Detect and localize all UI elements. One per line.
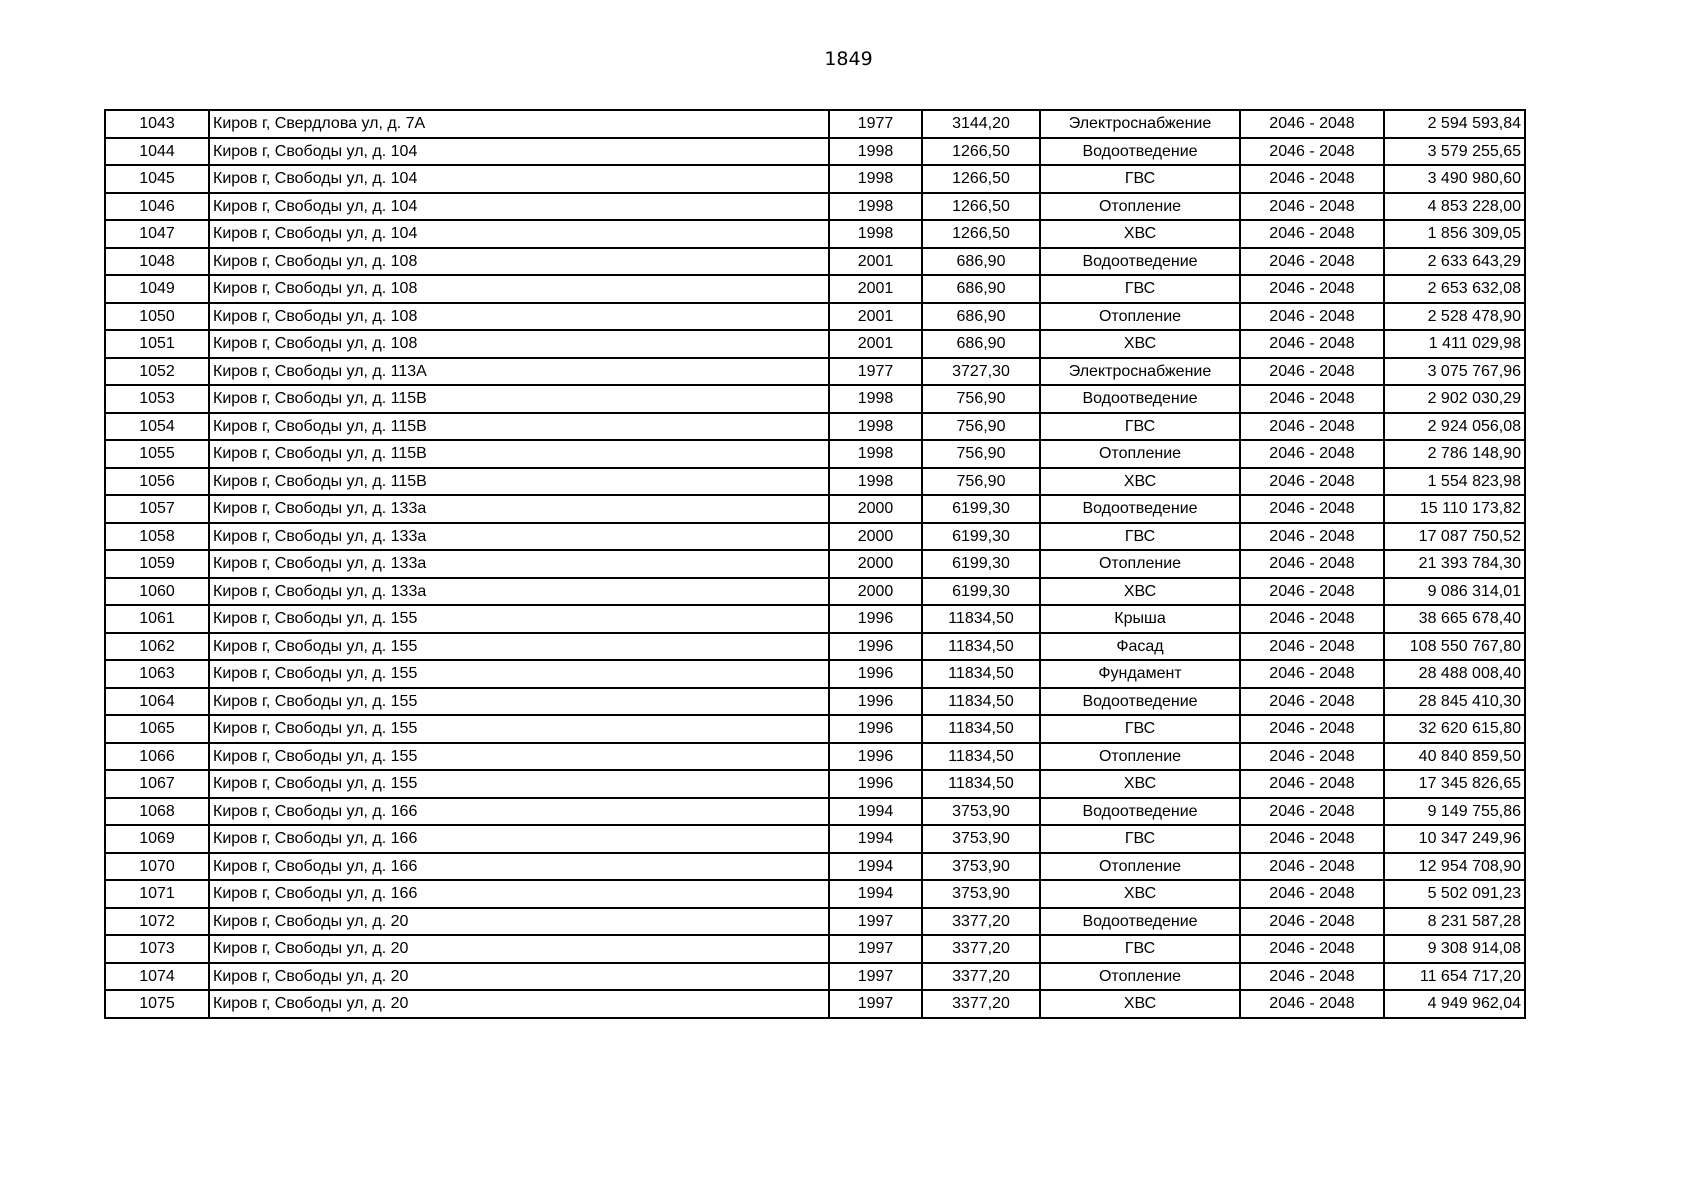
table-row <box>105 523 1525 551</box>
year-cell: 1997 <box>829 908 922 936</box>
work-type-cell: ХВС <box>1040 468 1240 496</box>
year-cell: 1998 <box>829 413 922 441</box>
row-number: 1071 <box>105 880 209 908</box>
address-cell: Киров г, Свободы ул, д. 115В <box>209 413 829 441</box>
address-cell: Киров г, Свободы ул, д. 115В <box>209 440 829 468</box>
table-row <box>105 138 1525 166</box>
table-row <box>105 110 1525 138</box>
table-row <box>105 770 1525 798</box>
area-cell: 11834,50 <box>922 770 1040 798</box>
address-cell: Киров г, Свободы ул, д. 108 <box>209 275 829 303</box>
work-type-cell: ХВС <box>1040 578 1240 606</box>
cost-cell: 10 347 249,96 <box>1384 825 1525 853</box>
cost-cell: 38 665 678,40 <box>1384 605 1525 633</box>
period-cell: 2046 - 2048 <box>1240 605 1384 633</box>
table-row <box>105 633 1525 661</box>
work-type-cell: Отопление <box>1040 550 1240 578</box>
row-number: 1055 <box>105 440 209 468</box>
year-cell: 1996 <box>829 660 922 688</box>
period-cell: 2046 - 2048 <box>1240 330 1384 358</box>
period-cell: 2046 - 2048 <box>1240 770 1384 798</box>
year-cell: 1994 <box>829 798 922 826</box>
table-row <box>105 880 1525 908</box>
address-cell: Киров г, Свободы ул, д. 108 <box>209 330 829 358</box>
area-cell: 11834,50 <box>922 688 1040 716</box>
area-cell: 756,90 <box>922 413 1040 441</box>
year-cell: 2001 <box>829 275 922 303</box>
address-cell: Киров г, Свободы ул, д. 155 <box>209 743 829 771</box>
row-number: 1058 <box>105 523 209 551</box>
area-cell: 686,90 <box>922 303 1040 331</box>
work-type-cell: Отопление <box>1040 440 1240 468</box>
year-cell: 1994 <box>829 853 922 881</box>
year-cell: 1977 <box>829 110 922 138</box>
address-cell: Киров г, Свободы ул, д. 155 <box>209 715 829 743</box>
area-cell: 3144,20 <box>922 110 1040 138</box>
table-row <box>105 578 1525 606</box>
year-cell: 2000 <box>829 495 922 523</box>
address-cell: Киров г, Свободы ул, д. 155 <box>209 660 829 688</box>
address-cell: Киров г, Свободы ул, д. 133а <box>209 523 829 551</box>
table-row <box>105 165 1525 193</box>
row-number: 1066 <box>105 743 209 771</box>
table-row <box>105 715 1525 743</box>
area-cell: 3377,20 <box>922 990 1040 1018</box>
row-number: 1054 <box>105 413 209 441</box>
row-number: 1049 <box>105 275 209 303</box>
period-cell: 2046 - 2048 <box>1240 963 1384 991</box>
table-row <box>105 248 1525 276</box>
row-number: 1043 <box>105 110 209 138</box>
work-type-cell: Отопление <box>1040 853 1240 881</box>
row-number: 1068 <box>105 798 209 826</box>
period-cell: 2046 - 2048 <box>1240 248 1384 276</box>
cost-cell: 1 411 029,98 <box>1384 330 1525 358</box>
address-cell: Киров г, Свободы ул, д. 166 <box>209 880 829 908</box>
row-number: 1069 <box>105 825 209 853</box>
year-cell: 1996 <box>829 715 922 743</box>
address-cell: Киров г, Свободы ул, д. 104 <box>209 165 829 193</box>
registry-table <box>104 109 1526 1019</box>
period-cell: 2046 - 2048 <box>1240 413 1384 441</box>
area-cell: 11834,50 <box>922 660 1040 688</box>
year-cell: 1997 <box>829 963 922 991</box>
address-cell: Киров г, Свободы ул, д. 104 <box>209 193 829 221</box>
cost-cell: 28 488 008,40 <box>1384 660 1525 688</box>
area-cell: 3753,90 <box>922 853 1040 881</box>
row-number: 1072 <box>105 908 209 936</box>
work-type-cell: ГВС <box>1040 413 1240 441</box>
table-row <box>105 275 1525 303</box>
area-cell: 756,90 <box>922 440 1040 468</box>
year-cell: 1996 <box>829 770 922 798</box>
period-cell: 2046 - 2048 <box>1240 798 1384 826</box>
work-type-cell: Фундамент <box>1040 660 1240 688</box>
work-type-cell: Отопление <box>1040 193 1240 221</box>
address-cell: Киров г, Свободы ул, д. 133а <box>209 578 829 606</box>
work-type-cell: ХВС <box>1040 220 1240 248</box>
work-type-cell: Фасад <box>1040 633 1240 661</box>
address-cell: Киров г, Свободы ул, д. 155 <box>209 605 829 633</box>
cost-cell: 2 594 593,84 <box>1384 110 1525 138</box>
row-number: 1052 <box>105 358 209 386</box>
area-cell: 6199,30 <box>922 578 1040 606</box>
work-type-cell: Водоотведение <box>1040 688 1240 716</box>
cost-cell: 8 231 587,28 <box>1384 908 1525 936</box>
cost-cell: 9 086 314,01 <box>1384 578 1525 606</box>
period-cell: 2046 - 2048 <box>1240 138 1384 166</box>
work-type-cell: ГВС <box>1040 523 1240 551</box>
year-cell: 2000 <box>829 578 922 606</box>
work-type-cell: ХВС <box>1040 880 1240 908</box>
period-cell: 2046 - 2048 <box>1240 495 1384 523</box>
cost-cell: 4 853 228,00 <box>1384 193 1525 221</box>
cost-cell: 15 110 173,82 <box>1384 495 1525 523</box>
row-number: 1061 <box>105 605 209 633</box>
work-type-cell: Электроснабжение <box>1040 110 1240 138</box>
work-type-cell: Водоотведение <box>1040 385 1240 413</box>
row-number: 1047 <box>105 220 209 248</box>
table-row <box>105 825 1525 853</box>
table-row <box>105 413 1525 441</box>
row-number: 1075 <box>105 990 209 1018</box>
area-cell: 6199,30 <box>922 550 1040 578</box>
cost-cell: 21 393 784,30 <box>1384 550 1525 578</box>
work-type-cell: ГВС <box>1040 825 1240 853</box>
table-row <box>105 743 1525 771</box>
period-cell: 2046 - 2048 <box>1240 853 1384 881</box>
cost-cell: 3 490 980,60 <box>1384 165 1525 193</box>
cost-cell: 5 502 091,23 <box>1384 880 1525 908</box>
work-type-cell: Водоотведение <box>1040 495 1240 523</box>
row-number: 1070 <box>105 853 209 881</box>
address-cell: Киров г, Свободы ул, д. 133а <box>209 550 829 578</box>
address-cell: Киров г, Свободы ул, д. 133а <box>209 495 829 523</box>
year-cell: 1997 <box>829 935 922 963</box>
year-cell: 1996 <box>829 743 922 771</box>
year-cell: 1996 <box>829 605 922 633</box>
table-row <box>105 935 1525 963</box>
cost-cell: 28 845 410,30 <box>1384 688 1525 716</box>
period-cell: 2046 - 2048 <box>1240 990 1384 1018</box>
year-cell: 2000 <box>829 523 922 551</box>
address-cell: Киров г, Свободы ул, д. 104 <box>209 220 829 248</box>
table-row <box>105 853 1525 881</box>
table-row <box>105 220 1525 248</box>
year-cell: 1996 <box>829 688 922 716</box>
work-type-cell: Отопление <box>1040 963 1240 991</box>
address-cell: Киров г, Свободы ул, д. 155 <box>209 688 829 716</box>
row-number: 1057 <box>105 495 209 523</box>
table-row <box>105 908 1525 936</box>
area-cell: 3377,20 <box>922 935 1040 963</box>
row-number: 1053 <box>105 385 209 413</box>
address-cell: Киров г, Свободы ул, д. 155 <box>209 770 829 798</box>
cost-cell: 2 902 030,29 <box>1384 385 1525 413</box>
work-type-cell: Водоотведение <box>1040 248 1240 276</box>
year-cell: 1998 <box>829 385 922 413</box>
cost-cell: 17 087 750,52 <box>1384 523 1525 551</box>
address-cell: Киров г, Свободы ул, д. 108 <box>209 303 829 331</box>
table-row <box>105 495 1525 523</box>
address-cell: Киров г, Свободы ул, д. 20 <box>209 963 829 991</box>
row-number: 1067 <box>105 770 209 798</box>
table-row <box>105 440 1525 468</box>
cost-cell: 12 954 708,90 <box>1384 853 1525 881</box>
cost-cell: 17 345 826,65 <box>1384 770 1525 798</box>
cost-cell: 40 840 859,50 <box>1384 743 1525 771</box>
row-number: 1062 <box>105 633 209 661</box>
row-number: 1045 <box>105 165 209 193</box>
area-cell: 11834,50 <box>922 743 1040 771</box>
period-cell: 2046 - 2048 <box>1240 220 1384 248</box>
year-cell: 1977 <box>829 358 922 386</box>
registry-body <box>105 110 1525 1018</box>
year-cell: 1994 <box>829 880 922 908</box>
year-cell: 1998 <box>829 440 922 468</box>
table-row <box>105 605 1525 633</box>
row-number: 1048 <box>105 248 209 276</box>
year-cell: 1998 <box>829 138 922 166</box>
area-cell: 756,90 <box>922 385 1040 413</box>
year-cell: 1998 <box>829 220 922 248</box>
address-cell: Киров г, Свободы ул, д. 108 <box>209 248 829 276</box>
address-cell: Киров г, Свободы ул, д. 20 <box>209 935 829 963</box>
table-row <box>105 330 1525 358</box>
period-cell: 2046 - 2048 <box>1240 633 1384 661</box>
row-number: 1044 <box>105 138 209 166</box>
work-type-cell: Отопление <box>1040 303 1240 331</box>
cost-cell: 11 654 717,20 <box>1384 963 1525 991</box>
row-number: 1046 <box>105 193 209 221</box>
period-cell: 2046 - 2048 <box>1240 578 1384 606</box>
address-cell: Киров г, Свободы ул, д. 166 <box>209 853 829 881</box>
period-cell: 2046 - 2048 <box>1240 880 1384 908</box>
cost-cell: 4 949 962,04 <box>1384 990 1525 1018</box>
table-row <box>105 798 1525 826</box>
cost-cell: 2 653 632,08 <box>1384 275 1525 303</box>
row-number: 1060 <box>105 578 209 606</box>
cost-cell: 9 149 755,86 <box>1384 798 1525 826</box>
area-cell: 1266,50 <box>922 138 1040 166</box>
row-number: 1064 <box>105 688 209 716</box>
row-number: 1074 <box>105 963 209 991</box>
work-type-cell: ХВС <box>1040 770 1240 798</box>
period-cell: 2046 - 2048 <box>1240 385 1384 413</box>
address-cell: Киров г, Свердлова ул, д. 7А <box>209 110 829 138</box>
area-cell: 3377,20 <box>922 963 1040 991</box>
area-cell: 1266,50 <box>922 220 1040 248</box>
year-cell: 1996 <box>829 633 922 661</box>
year-cell: 1998 <box>829 165 922 193</box>
year-cell: 2000 <box>829 550 922 578</box>
work-type-cell: Отопление <box>1040 743 1240 771</box>
year-cell: 2001 <box>829 303 922 331</box>
table-row <box>105 550 1525 578</box>
period-cell: 2046 - 2048 <box>1240 440 1384 468</box>
address-cell: Киров г, Свободы ул, д. 104 <box>209 138 829 166</box>
row-number: 1056 <box>105 468 209 496</box>
table-row <box>105 688 1525 716</box>
work-type-cell: Водоотведение <box>1040 798 1240 826</box>
year-cell: 2001 <box>829 248 922 276</box>
period-cell: 2046 - 2048 <box>1240 303 1384 331</box>
address-cell: Киров г, Свободы ул, д. 115В <box>209 468 829 496</box>
period-cell: 2046 - 2048 <box>1240 110 1384 138</box>
period-cell: 2046 - 2048 <box>1240 523 1384 551</box>
period-cell: 2046 - 2048 <box>1240 275 1384 303</box>
area-cell: 11834,50 <box>922 715 1040 743</box>
cost-cell: 2 786 148,90 <box>1384 440 1525 468</box>
period-cell: 2046 - 2048 <box>1240 688 1384 716</box>
area-cell: 6199,30 <box>922 523 1040 551</box>
year-cell: 2001 <box>829 330 922 358</box>
work-type-cell: ГВС <box>1040 715 1240 743</box>
cost-cell: 2 633 643,29 <box>1384 248 1525 276</box>
table-row <box>105 468 1525 496</box>
cost-cell: 32 620 615,80 <box>1384 715 1525 743</box>
table-row <box>105 303 1525 331</box>
period-cell: 2046 - 2048 <box>1240 935 1384 963</box>
period-cell: 2046 - 2048 <box>1240 358 1384 386</box>
area-cell: 1266,50 <box>922 165 1040 193</box>
period-cell: 2046 - 2048 <box>1240 550 1384 578</box>
work-type-cell: ХВС <box>1040 330 1240 358</box>
year-cell: 1998 <box>829 193 922 221</box>
cost-cell: 1 856 309,05 <box>1384 220 1525 248</box>
period-cell: 2046 - 2048 <box>1240 825 1384 853</box>
cost-cell: 2 528 478,90 <box>1384 303 1525 331</box>
work-type-cell: Водоотведение <box>1040 908 1240 936</box>
row-number: 1050 <box>105 303 209 331</box>
row-number: 1065 <box>105 715 209 743</box>
cost-cell: 108 550 767,80 <box>1384 633 1525 661</box>
work-type-cell: ГВС <box>1040 935 1240 963</box>
address-cell: Киров г, Свободы ул, д. 166 <box>209 825 829 853</box>
row-number: 1051 <box>105 330 209 358</box>
year-cell: 1998 <box>829 468 922 496</box>
area-cell: 6199,30 <box>922 495 1040 523</box>
period-cell: 2046 - 2048 <box>1240 908 1384 936</box>
period-cell: 2046 - 2048 <box>1240 165 1384 193</box>
year-cell: 1994 <box>829 825 922 853</box>
cost-cell: 1 554 823,98 <box>1384 468 1525 496</box>
page-number: 1849 <box>824 48 873 70</box>
cost-cell: 2 924 056,08 <box>1384 413 1525 441</box>
area-cell: 3377,20 <box>922 908 1040 936</box>
row-number: 1059 <box>105 550 209 578</box>
area-cell: 11834,50 <box>922 605 1040 633</box>
table-row <box>105 660 1525 688</box>
address-cell: Киров г, Свободы ул, д. 20 <box>209 990 829 1018</box>
table-row <box>105 193 1525 221</box>
address-cell: Киров г, Свободы ул, д. 115В <box>209 385 829 413</box>
area-cell: 3753,90 <box>922 825 1040 853</box>
cost-cell: 3 579 255,65 <box>1384 138 1525 166</box>
area-cell: 11834,50 <box>922 633 1040 661</box>
table-row <box>105 358 1525 386</box>
year-cell: 1997 <box>829 990 922 1018</box>
address-cell: Киров г, Свободы ул, д. 113А <box>209 358 829 386</box>
address-cell: Киров г, Свободы ул, д. 20 <box>209 908 829 936</box>
table-row <box>105 990 1525 1018</box>
work-type-cell: ГВС <box>1040 275 1240 303</box>
address-cell: Киров г, Свободы ул, д. 155 <box>209 633 829 661</box>
area-cell: 1266,50 <box>922 193 1040 221</box>
address-cell: Киров г, Свободы ул, д. 166 <box>209 798 829 826</box>
area-cell: 3753,90 <box>922 798 1040 826</box>
work-type-cell: Электроснабжение <box>1040 358 1240 386</box>
cost-cell: 9 308 914,08 <box>1384 935 1525 963</box>
area-cell: 3727,30 <box>922 358 1040 386</box>
period-cell: 2046 - 2048 <box>1240 660 1384 688</box>
area-cell: 756,90 <box>922 468 1040 496</box>
area-cell: 686,90 <box>922 330 1040 358</box>
area-cell: 686,90 <box>922 248 1040 276</box>
area-cell: 686,90 <box>922 275 1040 303</box>
period-cell: 2046 - 2048 <box>1240 743 1384 771</box>
table-row <box>105 385 1525 413</box>
row-number: 1063 <box>105 660 209 688</box>
period-cell: 2046 - 2048 <box>1240 193 1384 221</box>
period-cell: 2046 - 2048 <box>1240 468 1384 496</box>
work-type-cell: Крыша <box>1040 605 1240 633</box>
work-type-cell: Водоотведение <box>1040 138 1240 166</box>
table-row <box>105 963 1525 991</box>
work-type-cell: ГВС <box>1040 165 1240 193</box>
area-cell: 3753,90 <box>922 880 1040 908</box>
row-number: 1073 <box>105 935 209 963</box>
work-type-cell: ХВС <box>1040 990 1240 1018</box>
period-cell: 2046 - 2048 <box>1240 715 1384 743</box>
cost-cell: 3 075 767,96 <box>1384 358 1525 386</box>
